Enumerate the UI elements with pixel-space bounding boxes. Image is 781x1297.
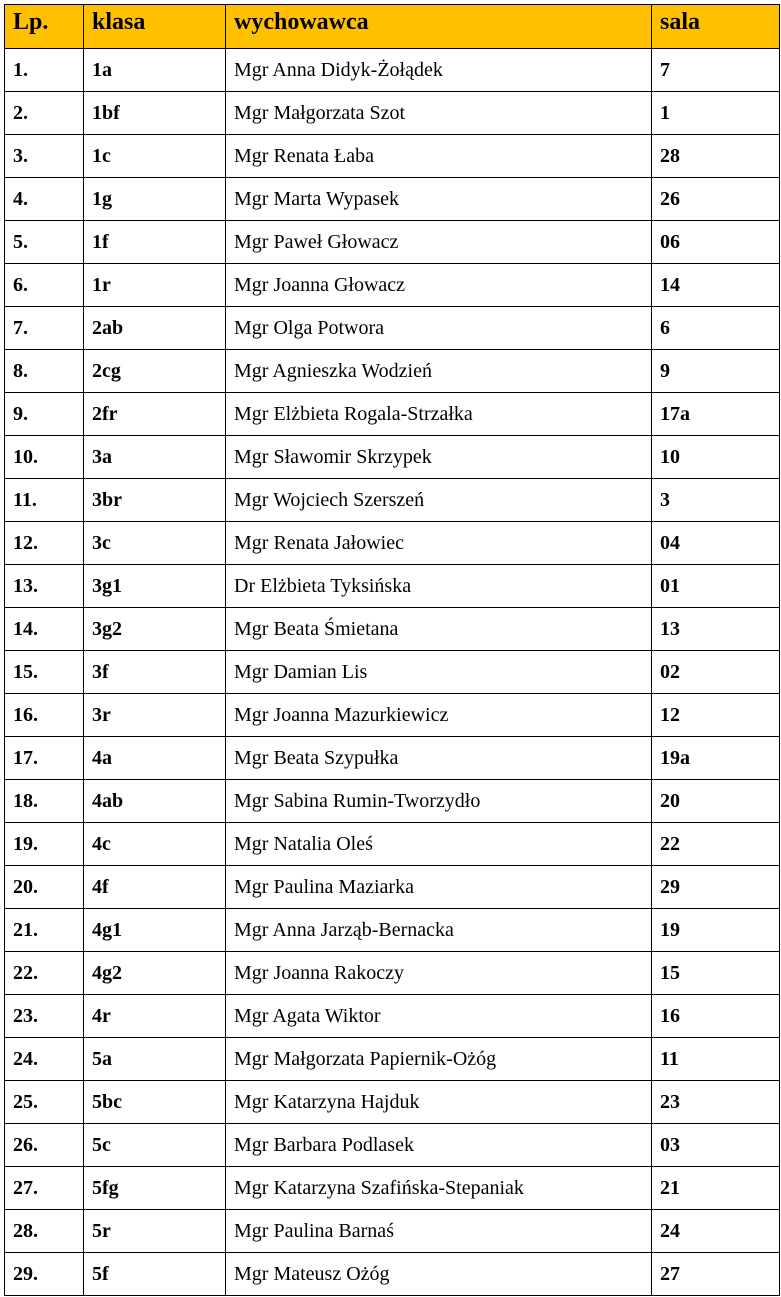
cell-wychowawca: Dr Elżbieta Tyksińska <box>226 565 652 608</box>
cell-lp: 29. <box>5 1253 84 1296</box>
cell-sala: 06 <box>652 221 780 264</box>
cell-wychowawca: Mgr Małgorzata Papiernik-Ożóg <box>226 1038 652 1081</box>
cell-wychowawca: Mgr Olga Potwora <box>226 307 652 350</box>
cell-sala: 26 <box>652 178 780 221</box>
table-row <box>5 1038 780 1081</box>
cell-lp: 8. <box>5 350 84 393</box>
cell-lp: 19. <box>5 823 84 866</box>
cell-klasa: 3r <box>84 694 226 737</box>
cell-lp: 17. <box>5 737 84 780</box>
table-row <box>5 135 780 178</box>
cell-lp: 5. <box>5 221 84 264</box>
cell-wychowawca: Mgr Joanna Głowacz <box>226 264 652 307</box>
cell-lp: 12. <box>5 522 84 565</box>
cell-wychowawca: Mgr Paulina Maziarka <box>226 866 652 909</box>
cell-sala: 29 <box>652 866 780 909</box>
cell-sala: 19 <box>652 909 780 952</box>
cell-lp: 25. <box>5 1081 84 1124</box>
cell-sala: 7 <box>652 49 780 92</box>
cell-sala: 01 <box>652 565 780 608</box>
table-row <box>5 49 780 92</box>
table-row <box>5 1210 780 1253</box>
cell-sala: 28 <box>652 135 780 178</box>
cell-lp: 22. <box>5 952 84 995</box>
cell-wychowawca: Mgr Paulina Barnaś <box>226 1210 652 1253</box>
table-row <box>5 694 780 737</box>
cell-lp: 3. <box>5 135 84 178</box>
cell-klasa: 5r <box>84 1210 226 1253</box>
cell-wychowawca: Mgr Elżbieta Rogala-Strzałka <box>226 393 652 436</box>
cell-wychowawca: Mgr Katarzyna Szafińska-Stepaniak <box>226 1167 652 1210</box>
header-klasa: klasa <box>84 5 226 49</box>
table-row <box>5 780 780 823</box>
cell-sala: 13 <box>652 608 780 651</box>
table-row <box>5 264 780 307</box>
cell-klasa: 2ab <box>84 307 226 350</box>
cell-wychowawca: Mgr Sabina Rumin-Tworzydło <box>226 780 652 823</box>
cell-sala: 10 <box>652 436 780 479</box>
cell-sala: 21 <box>652 1167 780 1210</box>
cell-sala: 04 <box>652 522 780 565</box>
cell-klasa: 3c <box>84 522 226 565</box>
table-row <box>5 737 780 780</box>
cell-wychowawca: Mgr Damian Lis <box>226 651 652 694</box>
cell-klasa: 3f <box>84 651 226 694</box>
cell-klasa: 5fg <box>84 1167 226 1210</box>
table-row <box>5 823 780 866</box>
cell-klasa: 1bf <box>84 92 226 135</box>
cell-wychowawca: Mgr Paweł Głowacz <box>226 221 652 264</box>
cell-klasa: 1a <box>84 49 226 92</box>
table-row <box>5 479 780 522</box>
table-row <box>5 1253 780 1296</box>
table-row <box>5 909 780 952</box>
cell-lp: 11. <box>5 479 84 522</box>
header-lp: Lp. <box>5 5 84 49</box>
cell-klasa: 4f <box>84 866 226 909</box>
cell-lp: 18. <box>5 780 84 823</box>
cell-sala: 03 <box>652 1124 780 1167</box>
cell-klasa: 5a <box>84 1038 226 1081</box>
cell-klasa: 1r <box>84 264 226 307</box>
cell-lp: 10. <box>5 436 84 479</box>
cell-wychowawca: Mgr Agata Wiktor <box>226 995 652 1038</box>
cell-lp: 1. <box>5 49 84 92</box>
cell-klasa: 4a <box>84 737 226 780</box>
cell-sala: 02 <box>652 651 780 694</box>
cell-lp: 2. <box>5 92 84 135</box>
cell-lp: 21. <box>5 909 84 952</box>
cell-wychowawca: Mgr Małgorzata Szot <box>226 92 652 135</box>
table-row <box>5 350 780 393</box>
cell-klasa: 5c <box>84 1124 226 1167</box>
cell-klasa: 3a <box>84 436 226 479</box>
cell-wychowawca: Mgr Sławomir Skrzypek <box>226 436 652 479</box>
cell-wychowawca: Mgr Barbara Podlasek <box>226 1124 652 1167</box>
cell-sala: 11 <box>652 1038 780 1081</box>
cell-klasa: 3g2 <box>84 608 226 651</box>
cell-klasa: 3g1 <box>84 565 226 608</box>
cell-klasa: 1f <box>84 221 226 264</box>
table-header <box>5 5 780 49</box>
cell-lp: 6. <box>5 264 84 307</box>
header-row <box>5 5 780 49</box>
table-row <box>5 952 780 995</box>
cell-wychowawca: Mgr Agnieszka Wodzień <box>226 350 652 393</box>
cell-sala: 12 <box>652 694 780 737</box>
table-row <box>5 221 780 264</box>
cell-wychowawca: Mgr Renata Łaba <box>226 135 652 178</box>
cell-wychowawca: Mgr Anna Jarząb-Bernacka <box>226 909 652 952</box>
cell-lp: 15. <box>5 651 84 694</box>
cell-sala: 16 <box>652 995 780 1038</box>
table-row <box>5 1081 780 1124</box>
cell-klasa: 1g <box>84 178 226 221</box>
cell-lp: 7. <box>5 307 84 350</box>
table-row <box>5 307 780 350</box>
cell-lp: 23. <box>5 995 84 1038</box>
table-row <box>5 436 780 479</box>
cell-lp: 9. <box>5 393 84 436</box>
cell-wychowawca: Mgr Wojciech Szerszeń <box>226 479 652 522</box>
cell-wychowawca: Mgr Joanna Rakoczy <box>226 952 652 995</box>
cell-klasa: 2cg <box>84 350 226 393</box>
table-row <box>5 393 780 436</box>
cell-klasa: 3br <box>84 479 226 522</box>
table-row <box>5 178 780 221</box>
cell-lp: 27. <box>5 1167 84 1210</box>
table-row <box>5 1167 780 1210</box>
cell-wychowawca: Mgr Marta Wypasek <box>226 178 652 221</box>
cell-wychowawca: Mgr Renata Jałowiec <box>226 522 652 565</box>
cell-klasa: 4r <box>84 995 226 1038</box>
cell-sala: 20 <box>652 780 780 823</box>
cell-wychowawca: Mgr Joanna Mazurkiewicz <box>226 694 652 737</box>
cell-lp: 20. <box>5 866 84 909</box>
cell-sala: 17a <box>652 393 780 436</box>
cell-sala: 23 <box>652 1081 780 1124</box>
cell-sala: 9 <box>652 350 780 393</box>
cell-wychowawca: Mgr Beata Śmietana <box>226 608 652 651</box>
cell-sala: 27 <box>652 1253 780 1296</box>
cell-lp: 4. <box>5 178 84 221</box>
table-row <box>5 565 780 608</box>
cell-wychowawca: Mgr Katarzyna Hajduk <box>226 1081 652 1124</box>
cell-lp: 14. <box>5 608 84 651</box>
cell-sala: 19a <box>652 737 780 780</box>
cell-klasa: 2fr <box>84 393 226 436</box>
cell-sala: 6 <box>652 307 780 350</box>
class-teachers-table <box>4 4 780 1296</box>
cell-klasa: 1c <box>84 135 226 178</box>
cell-lp: 26. <box>5 1124 84 1167</box>
cell-klasa: 4g2 <box>84 952 226 995</box>
table-row <box>5 651 780 694</box>
cell-lp: 16. <box>5 694 84 737</box>
cell-klasa: 4c <box>84 823 226 866</box>
cell-klasa: 5bc <box>84 1081 226 1124</box>
table-body <box>5 49 780 1296</box>
table-row <box>5 608 780 651</box>
cell-wychowawca: Mgr Beata Szypułka <box>226 737 652 780</box>
cell-sala: 24 <box>652 1210 780 1253</box>
table-row <box>5 995 780 1038</box>
cell-sala: 15 <box>652 952 780 995</box>
cell-wychowawca: Mgr Natalia Oleś <box>226 823 652 866</box>
cell-klasa: 4ab <box>84 780 226 823</box>
header-sala: sala <box>652 5 780 49</box>
cell-lp: 13. <box>5 565 84 608</box>
header-wychowawca: wychowawca <box>226 5 652 49</box>
table-row <box>5 1124 780 1167</box>
cell-sala: 14 <box>652 264 780 307</box>
cell-wychowawca: Mgr Anna Didyk-Żołądek <box>226 49 652 92</box>
cell-sala: 22 <box>652 823 780 866</box>
cell-sala: 3 <box>652 479 780 522</box>
cell-klasa: 4g1 <box>84 909 226 952</box>
cell-lp: 28. <box>5 1210 84 1253</box>
table-row <box>5 522 780 565</box>
table-row <box>5 92 780 135</box>
cell-wychowawca: Mgr Mateusz Ożóg <box>226 1253 652 1296</box>
cell-lp: 24. <box>5 1038 84 1081</box>
cell-klasa: 5f <box>84 1253 226 1296</box>
cell-sala: 1 <box>652 92 780 135</box>
table-row <box>5 866 780 909</box>
